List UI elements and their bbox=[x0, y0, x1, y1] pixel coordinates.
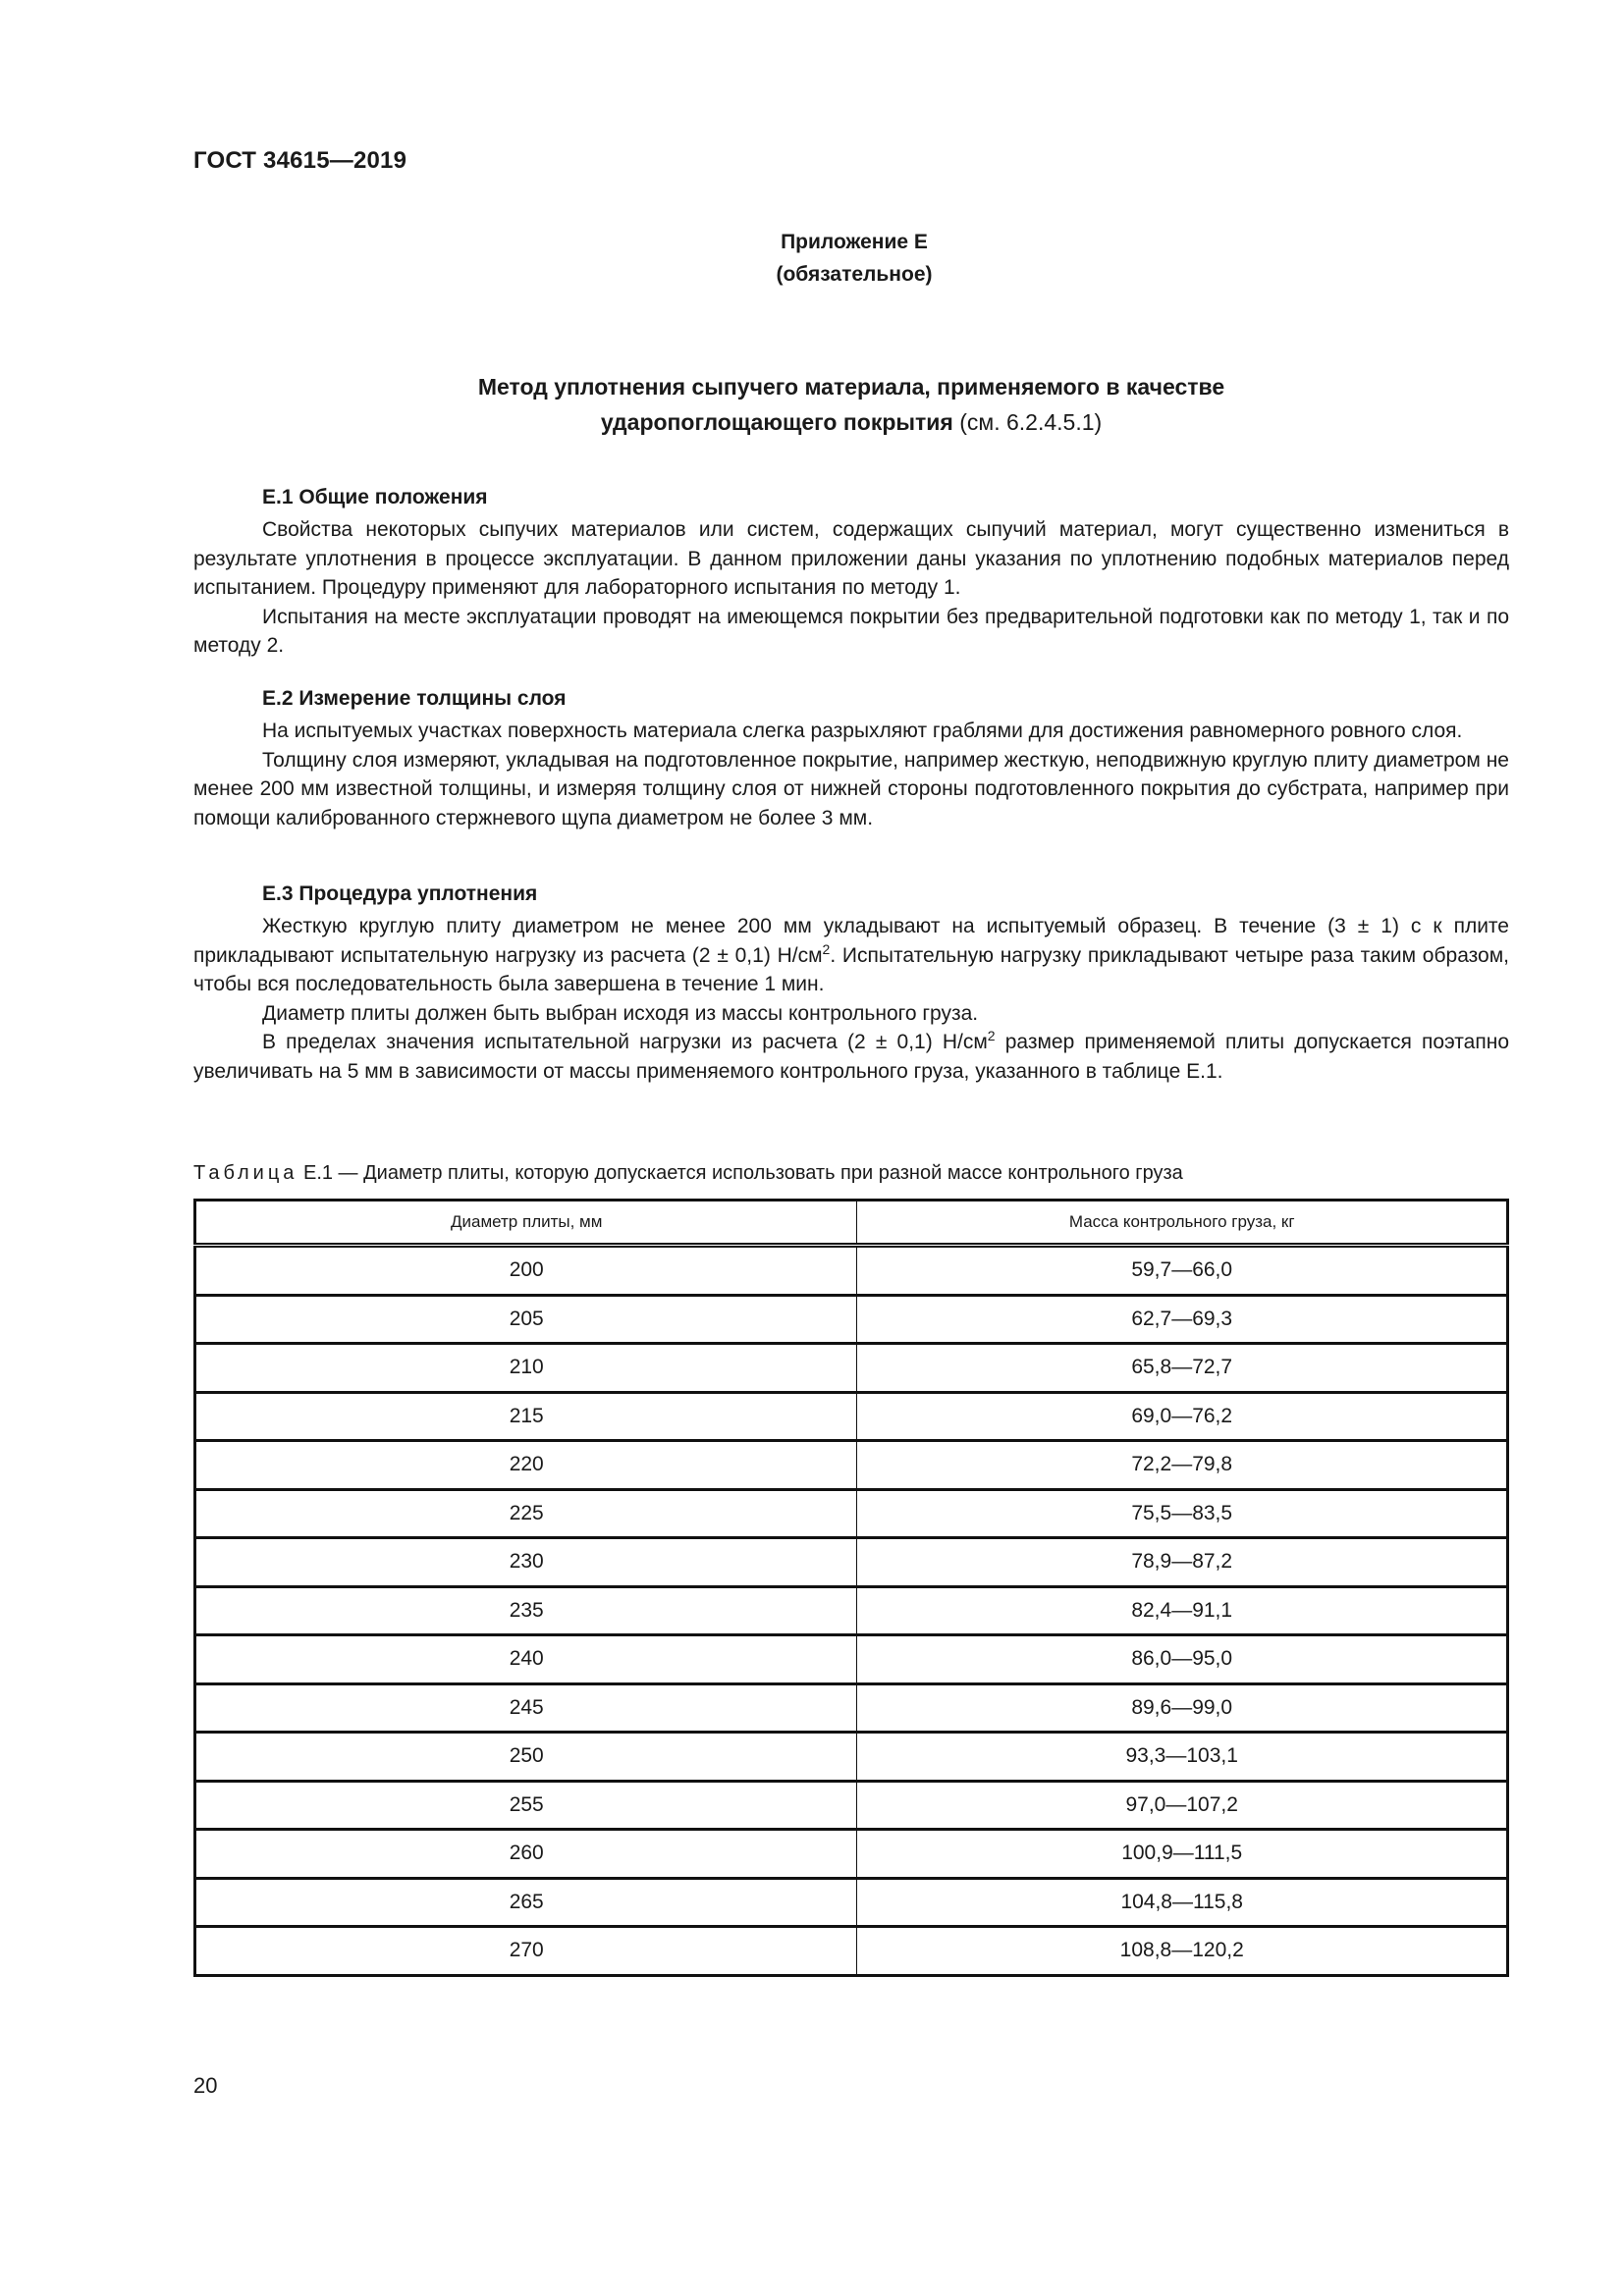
cell-mass: 75,5—83,5 bbox=[857, 1489, 1508, 1538]
paragraph: Толщину слоя измеряют, укладывая на подготовленное покрытие, например жесткую, неподвижную круглую плиту диаметром не менее 200 мм известной толщины, и измеряя толщину слоя от нижней стороны подготовленного покрытия до субстрата, например при помощи калиброванного стержневого щупа диаметром не более 3 мм. bbox=[193, 748, 1509, 829]
table-row bbox=[195, 1927, 1508, 1976]
paragraph: Испытания на месте эксплуатации проводят на имеющемся покрытии без предварительной подготовки как по методу 1, так и по методу 2. bbox=[193, 605, 1509, 657]
table-row bbox=[195, 1295, 1508, 1344]
cell-mass: 89,6—99,0 bbox=[857, 1683, 1508, 1733]
section-heading: Е.3 Процедура уплотнения bbox=[262, 882, 538, 905]
table-header-row bbox=[195, 1201, 1508, 1246]
table-row bbox=[195, 1683, 1508, 1733]
table-caption-label: Таблица bbox=[193, 1162, 298, 1184]
cell-diameter: 225 bbox=[195, 1489, 857, 1538]
cell-diameter: 260 bbox=[195, 1830, 857, 1879]
table-row bbox=[195, 1246, 1508, 1296]
table-row bbox=[195, 1878, 1508, 1927]
annex-status: (обязательное) bbox=[776, 263, 933, 286]
table-row bbox=[195, 1538, 1508, 1587]
table-caption-text: Е.1 — Диаметр плиты, которую допускается использовать при разной массе контрольного груза bbox=[298, 1162, 1183, 1184]
cell-diameter: 255 bbox=[195, 1781, 857, 1830]
cell-diameter: 235 bbox=[195, 1586, 857, 1635]
table-row bbox=[195, 1635, 1508, 1684]
cell-diameter: 215 bbox=[195, 1392, 857, 1441]
cell-diameter: 240 bbox=[195, 1635, 857, 1684]
table-row bbox=[195, 1489, 1508, 1538]
section-e1 bbox=[193, 483, 1509, 661]
annex-label: Приложение Е bbox=[781, 231, 928, 253]
cell-diameter: 200 bbox=[195, 1246, 857, 1296]
page-number: 20 bbox=[193, 2073, 218, 2098]
cell-diameter: 265 bbox=[195, 1878, 857, 1927]
cell-mass: 62,7—69,3 bbox=[857, 1295, 1508, 1344]
paragraph: Свойства некоторых сыпучих материалов или систем, содержащих сыпучий материал, могут существенно измениться в результате уплотнения в процессе эксплуатации. В данном приложении даны указания по уплотнению подобных материалов перед испытанием. Процедуру применяют для лабораторного испытания по методу 1. bbox=[193, 518, 1509, 599]
superscript: 2 bbox=[987, 1028, 996, 1043]
section-heading: Е.2 Измерение толщины слоя bbox=[262, 687, 567, 710]
cell-diameter: 220 bbox=[195, 1441, 857, 1490]
cell-mass: 69,0—76,2 bbox=[857, 1392, 1508, 1441]
annex-label-block bbox=[0, 226, 1624, 291]
section-heading: Е.1 Общие положения bbox=[262, 486, 488, 508]
cell-mass: 72,2—79,8 bbox=[857, 1441, 1508, 1490]
table-caption bbox=[193, 1160, 1183, 1186]
cell-diameter: 205 bbox=[195, 1295, 857, 1344]
paragraph-text: . Испытательную нагрузку прикладывают четыре раза таким образом, чтобы вся последовательность была завершена в течение 1 мин. bbox=[193, 943, 1509, 995]
cell-mass: 108,8—120,2 bbox=[857, 1927, 1508, 1976]
document-header-standard-id: ГОСТ 34615—2019 bbox=[193, 147, 407, 174]
paragraph-text: размер применяемой плиты допускается поэтапно увеличивать на 5 мм в зависимости от массы применяемого контрольного груза, указанного в таблице Е.1. bbox=[193, 1031, 1510, 1083]
cell-diameter: 210 bbox=[195, 1344, 857, 1393]
column-header-diameter: Диаметр плиты, мм bbox=[195, 1201, 857, 1246]
table-row bbox=[195, 1344, 1508, 1393]
cell-diameter: 250 bbox=[195, 1733, 857, 1782]
cell-diameter: 270 bbox=[195, 1927, 857, 1976]
table-row bbox=[195, 1830, 1508, 1879]
plate-diameter-mass-table bbox=[193, 1199, 1509, 1977]
cell-mass: 82,4—91,1 bbox=[857, 1586, 1508, 1635]
cell-mass: 65,8—72,7 bbox=[857, 1344, 1508, 1393]
cell-mass: 78,9—87,2 bbox=[857, 1538, 1508, 1587]
paragraph-text: В пределах значения испытательной нагрузки из расчета (2 ± 0,1) Н/см bbox=[262, 1031, 988, 1053]
cell-mass: 86,0—95,0 bbox=[857, 1635, 1508, 1684]
superscript: 2 bbox=[822, 940, 831, 957]
cell-mass: 104,8—115,8 bbox=[857, 1878, 1508, 1927]
table-row bbox=[195, 1733, 1508, 1782]
cell-diameter: 230 bbox=[195, 1538, 857, 1587]
column-header-mass: Масса контрольного груза, кг bbox=[857, 1201, 1508, 1246]
annex-title-line-1: Метод уплотнения сыпучего материала, применяемого в качестве bbox=[477, 374, 1225, 400]
annex-title-reference: (см. 6.2.4.5.1) bbox=[952, 409, 1103, 435]
paragraph bbox=[193, 1028, 1509, 1086]
cell-diameter: 245 bbox=[195, 1683, 857, 1733]
paragraph-text: Жесткую круглую плиту диаметром не менее 200 мм укладывают на испытуемый образец. В течение (3 ± 1) с к плите прикладывают испытательную нагрузку из расчета (2 ± 0,1) Н/см bbox=[193, 915, 1509, 967]
annex-title-line-2: ударопоглощающего покрытия bbox=[600, 409, 953, 435]
section-e2 bbox=[193, 684, 1509, 832]
section-e3 bbox=[193, 880, 1509, 1086]
table-row bbox=[195, 1392, 1508, 1441]
cell-mass: 97,0—107,2 bbox=[857, 1781, 1508, 1830]
paragraph: На испытуемых участках поверхность материала слегка разрыхляют граблями для достижения равномерного ровного слоя. bbox=[262, 720, 1463, 742]
annex-title bbox=[193, 369, 1509, 440]
cell-mass: 100,9—111,5 bbox=[857, 1830, 1508, 1879]
table-row bbox=[195, 1441, 1508, 1490]
paragraph bbox=[193, 912, 1509, 999]
cell-mass: 59,7—66,0 bbox=[857, 1246, 1508, 1296]
table-row bbox=[195, 1586, 1508, 1635]
cell-mass: 93,3—103,1 bbox=[857, 1733, 1508, 1782]
paragraph: Диаметр плиты должен быть выбран исходя из массы контрольного груза. bbox=[262, 1001, 979, 1025]
table-row bbox=[195, 1781, 1508, 1830]
